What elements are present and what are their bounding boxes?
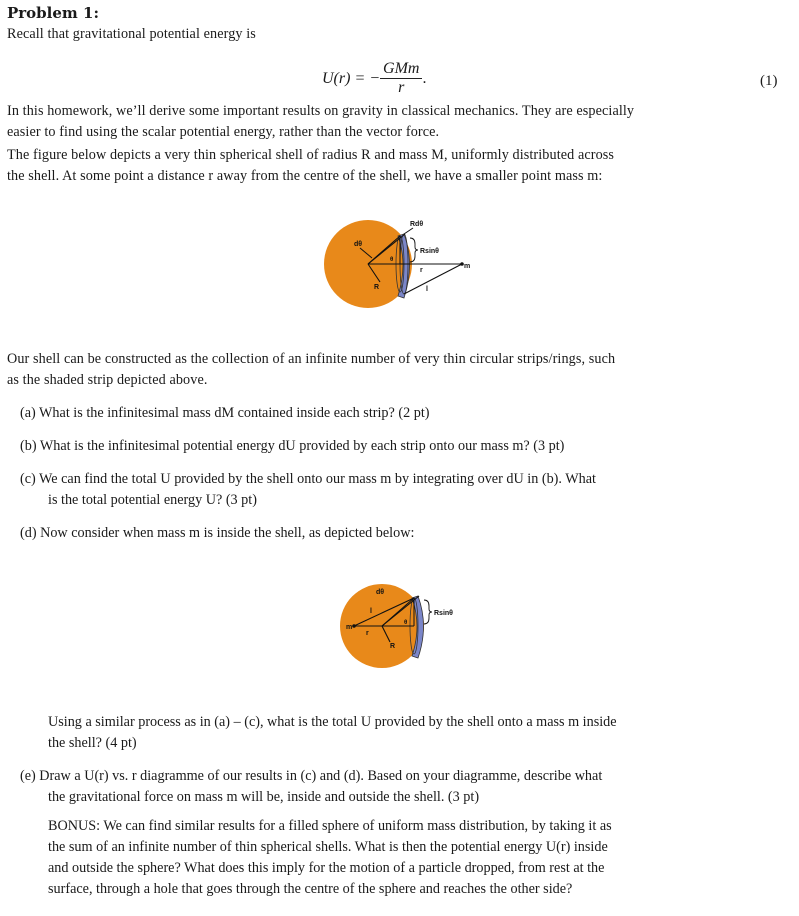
label-theta-2: θ xyxy=(404,620,408,626)
para2-line1: The figure below depicts a very thin spherical shell of radius R and mass M, uniformly distributed across xyxy=(7,147,615,163)
equation-1 xyxy=(322,60,426,97)
bonus-line4: surface, through a hole that goes through the centre of the sphere and reaches the other side? xyxy=(48,881,573,897)
para2-line2: the shell. At some point a distance r away from the centre of the shell, we have a smaller point mass m: xyxy=(7,168,603,184)
part-e-line1: (e) Draw a U(r) vs. r diagramme of our results in (c) and (d). Based on your diagramme, describe what xyxy=(20,768,603,784)
point-mass-m-2 xyxy=(352,624,356,628)
label-m: m xyxy=(464,263,471,270)
label-dtheta-2: dθ xyxy=(376,589,385,596)
label-r-2: r xyxy=(366,630,369,637)
label-rsintheta-2: Rsinθ xyxy=(434,610,453,617)
equation-fraction xyxy=(380,60,422,97)
label-l-2: l xyxy=(370,608,372,615)
label-r: r xyxy=(420,267,423,274)
part-e-line2: the gravitational force on mass m will be, inside and outside the shell. (3 pt) xyxy=(48,789,480,805)
equation-lhs: U(r) = − xyxy=(322,69,381,87)
shell-figure-outside xyxy=(320,216,480,312)
intro-text: Recall that gravitational potential energy is xyxy=(7,26,256,42)
label-l: l xyxy=(426,286,428,293)
para3-line1: Our shell can be constructed as the collection of an infinite number of very thin circular strips/rings, such xyxy=(7,351,616,367)
label-theta: θ xyxy=(390,257,394,263)
label-rdtheta: Rdθ xyxy=(410,221,424,228)
equation-suffix: . xyxy=(422,69,427,87)
rdtheta-pointer xyxy=(404,228,413,234)
label-R: R xyxy=(374,284,380,291)
label-m-2: m xyxy=(346,624,353,631)
part-a: (a) What is the infinitesimal mass dM contained inside each strip? (2 pt) xyxy=(20,405,430,421)
equation-number: (1) xyxy=(760,73,778,89)
l-line xyxy=(404,264,462,294)
bonus-line1: BONUS: We can find similar results for a filled sphere of uniform mass distribution, by taking it as xyxy=(48,818,612,834)
rsin-brace-2 xyxy=(424,600,432,624)
label-rsintheta: Rsinθ xyxy=(420,248,439,255)
equation-denominator: r xyxy=(398,79,405,96)
part-d: (d) Now consider when mass m is inside the shell, as depicted below: xyxy=(20,525,415,541)
part-d-follow-line2: the shell? (4 pt) xyxy=(48,735,137,751)
label-dtheta: dθ xyxy=(354,241,363,248)
part-c-line1: (c) We can find the total U provided by the shell onto our mass m by integrating over dU in (b). What xyxy=(20,471,596,487)
label-R-2: R xyxy=(390,643,396,650)
para3-line2: as the shaded strip depicted above. xyxy=(7,372,208,388)
equation-numerator: GMm xyxy=(380,60,422,79)
part-d-follow-line1: Using a similar process as in (a) – (c), what is the total U provided by the shell onto a mass m inside xyxy=(48,714,617,730)
problem-title: Problem 1: xyxy=(7,4,99,22)
para1-line2: easier to find using the scalar potential energy, rather than the vector force. xyxy=(7,124,440,140)
para1-line1: In this homework, we’ll derive some important results on gravity in classical mechanics. They are especially xyxy=(7,103,635,119)
bonus-line2: the sum of an infinite number of thin spherical shells. What is then the potential energy U(r) inside xyxy=(48,839,608,855)
part-b: (b) What is the infinitesimal potential energy dU provided by each strip onto our mass m? (3 pt) xyxy=(20,438,565,454)
shell-figure-inside xyxy=(334,582,484,672)
part-c-line2: is the total potential energy U? (3 pt) xyxy=(48,492,257,508)
bonus-line3: and outside the sphere? What does this imply for the motion of a particle dropped, from rest at the xyxy=(48,860,605,876)
